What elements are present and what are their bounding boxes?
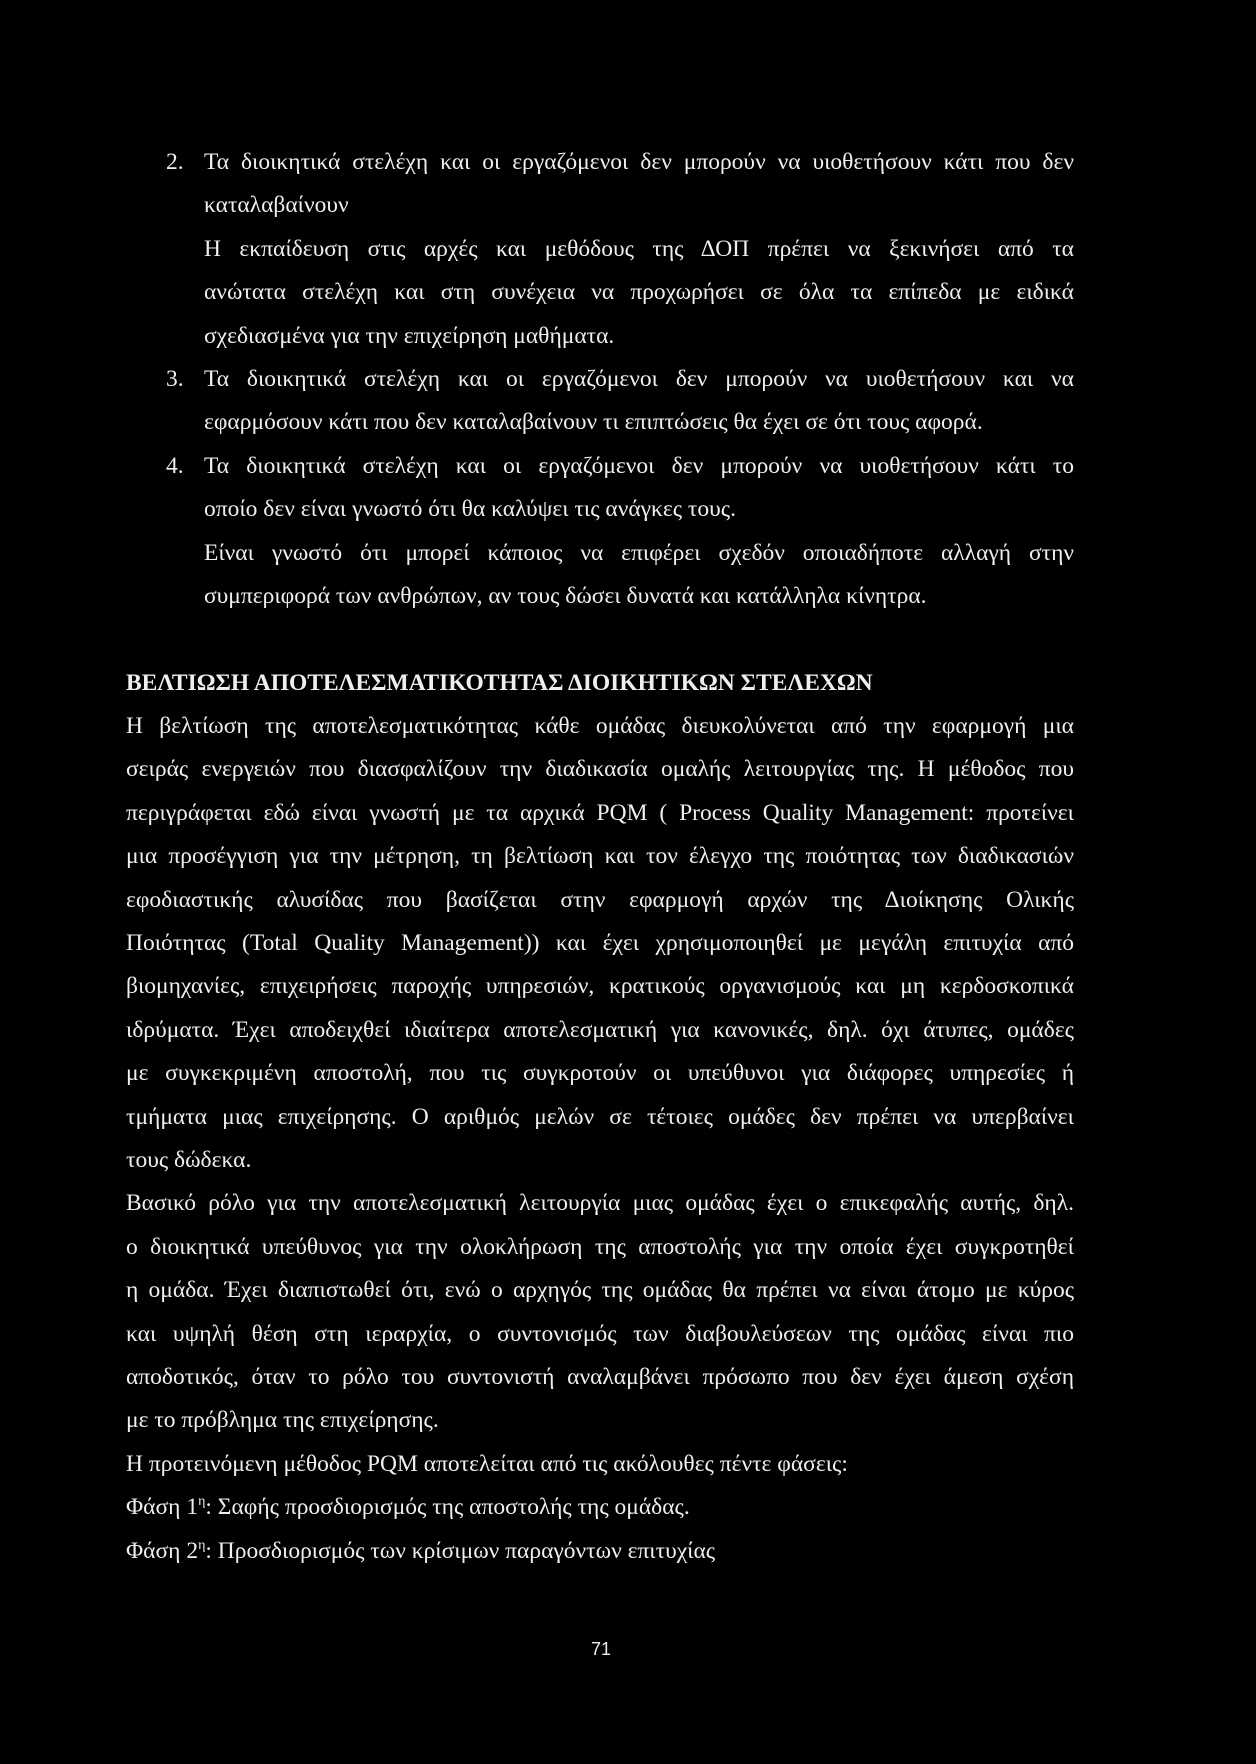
list-number: 3. (166, 365, 184, 392)
paragraph-text: Η προτεινόμενη μέθοδος PQM αποτελείται από τις ακόλουθες πέντε φάσεις: (126, 1450, 848, 1477)
paragraph-line (126, 1399, 1074, 1442)
paragraph-line (126, 1009, 1074, 1052)
list-number: 2. (166, 149, 184, 175)
paragraph-line (126, 1182, 1074, 1225)
paragraph-text: ιδρύματα. Έχει αποδειχθεί ιδιαίτερα αποτελεσματική για κανονικές, δηλ. όχι άτυπες, ομάδες (126, 1016, 1074, 1043)
phase-1 (126, 1486, 1074, 1529)
explanation-text: σχεδιασμένα για την επιχείρηση μαθήματα. (204, 322, 615, 349)
list-item-4-line-1 (126, 445, 1074, 488)
list-item-4-line-2 (126, 488, 1074, 531)
paragraph-text: περιγράφεται εδώ είναι γνωστή με τα αρχικά PQM ( Process Quality Management: προτείνει (126, 799, 1074, 826)
paragraph-text: τους δώδεκα. (126, 1146, 252, 1173)
paragraph-text: τμήματα μιας επιχείρησης. Ο αριθμός μελών σε τέτοιες ομάδες δεν πρέπει να υπερβαίνει (126, 1103, 1074, 1130)
paragraph-line (126, 965, 1074, 1008)
paragraph-text: σειράς ενεργειών που διασφαλίζουν την διαδικασία ομαλής λειτουργίας της. Η μέθοδος που (126, 756, 1074, 783)
paragraph-3 (126, 1443, 1074, 1486)
paragraph-1 (126, 705, 1074, 1182)
paragraph-line (126, 1356, 1074, 1399)
list-item-4-explanation-line-1 (126, 532, 1074, 575)
paragraph-line (126, 1269, 1074, 1312)
page-body (126, 141, 1074, 1573)
paragraph-text: μια προσέγγιση για την μέτρηση, τη βελτίωση και τον έλεγχο της ποιότητας των διαδικασιών (126, 843, 1074, 870)
list-item-2-explanation-line-1 (126, 228, 1074, 271)
explanation-text: ανώτατα στελέχη και στη συνέχεια να προχωρήσει σε όλα τα επίπεδα με ειδικά (204, 279, 1074, 306)
paragraph-text: η ομάδα. Έχει διαπιστωθεί ότι, ενώ ο αρχηγός της ομάδας θα πρέπει να είναι άτομο με κύρος (126, 1277, 1074, 1304)
paragraph-text: Η βελτίωση της αποτελεσματικότητας κάθε ομάδας διευκολύνεται από την εφαρμογή μια (126, 713, 1074, 740)
paragraph-line (126, 835, 1074, 878)
section-heading (126, 662, 1074, 705)
paragraph-line (126, 1226, 1074, 1269)
page-number: 71 (590, 1639, 612, 1659)
paragraph-line (126, 748, 1074, 791)
phase-text (126, 1530, 1074, 1573)
paragraph-text: Ποιότητας (Total Quality Management)) και έχει χρησιμοποιηθεί με μεγάλη επιτυχία από (126, 930, 1074, 957)
list-item-2-explanation-line-2 (126, 271, 1074, 314)
paragraph-line (126, 1139, 1074, 1182)
paragraph-text: εφοδιαστικής αλυσίδας που βασίζεται στην εφαρμογή αρχών της Διοίκησης Ολικής (126, 886, 1074, 913)
paragraph-text: με συγκεκριμένη αποστολή, που τις συγκροτούν οι υπεύθυνοι για διάφορες υπηρεσίες ή (126, 1060, 1074, 1087)
paragraph-line (126, 1313, 1074, 1356)
list-item-text: Τα διοικητικά στελέχη και οι εργαζόμενοι δεν μπορούν να υιοθετήσουν και να (204, 365, 1074, 392)
paragraph-text: και υψηλή θέση στη ιεραρχία, ο συντονισμός των διαβουλεύσεων της ομάδας είναι πιο (126, 1320, 1074, 1347)
list-item-text: Τα διοικητικά στελέχη και οι εργαζόμενοι δεν μπορούν να υιοθετήσουν κάτι που δεν (204, 149, 1074, 175)
paragraph-line (126, 792, 1074, 835)
phase-ordinal-superscript: η (198, 1494, 206, 1510)
phase-2 (126, 1530, 1074, 1573)
paragraph-line (126, 1096, 1074, 1139)
list-item-text: Τα διοικητικά στελέχη και οι εργαζόμενοι δεν μπορούν να υιοθετήσουν κάτι το (204, 452, 1074, 479)
list-item-3-line-2 (126, 401, 1074, 444)
paragraph-text: ο διοικητικά υπεύθυνος για την ολοκλήρωση της αποστολής για την οποία έχει συγκροτηθεί (126, 1233, 1074, 1260)
paragraph-line (126, 1443, 1074, 1486)
explanation-text: Είναι γνωστό ότι μπορεί κάποιος να επιφέρει σχεδόν οποιαδήποτε αλλαγή στην (204, 539, 1074, 566)
paragraph-text: βιομηχανίες, επιχειρήσεις παροχής υπηρεσιών, κρατικούς οργανισμούς και μη κερδοσκοπικά (126, 973, 1074, 1000)
list-item-text: καταλαβαίνουν (204, 192, 349, 219)
list-item-2-line-2 (126, 184, 1074, 227)
explanation-text: Η εκπαίδευση στις αρχές και μεθόδους της ΔΟΠ πρέπει να ξεκινήσει από τα (204, 235, 1074, 262)
phase-label: Φάση 1 (126, 1494, 199, 1521)
list-item-2-explanation-line-3 (126, 315, 1074, 358)
paragraph-line (126, 705, 1074, 748)
list-item-text: εφαρμόσουν κάτι που δεν καταλαβαίνουν τι επιπτώσεις θα έχει σε ότι τους αφορά. (204, 409, 983, 436)
phase-description: : Προσδιορισμός των κρίσιμων παραγόντων επιτυχίας (205, 1537, 716, 1564)
section-heading-text: ΒΕΛΤΙΩΣΗ ΑΠΟΤΕΛΕΣΜΑΤΙΚΟΤΗΤΑΣ ΔΙΟΙΚΗΤΙΚΩΝ ΣΤΕΛΕΧΩΝ (126, 669, 873, 696)
explanation-text: συμπεριφορά των ανθρώπων, αν τους δώσει δυνατά και κατάλληλα κίνητρα. (204, 582, 927, 609)
phase-text (126, 1486, 1074, 1529)
paragraph-text: με το πρόβλημα της επιχείρησης. (126, 1407, 439, 1434)
phase-description: : Σαφής προσδιορισμός της αποστολής της ομάδας. (205, 1494, 690, 1521)
phase-label: Φάση 2 (126, 1537, 199, 1564)
list-item-text: οποίο δεν είναι γνωστό ότι θα καλύψει τις ανάγκες τους. (204, 496, 736, 523)
blank-line (126, 618, 1074, 661)
paragraph-2 (126, 1182, 1074, 1442)
list-item-2-line-1 (126, 141, 1074, 184)
list-number: 4. (166, 452, 184, 479)
paragraph-text: αποδοτικός, όταν το ρόλο του συντονιστή αναλαμβάνει πρόσωπο που δεν έχει άμεση σχέση (126, 1363, 1074, 1390)
list-item-4-explanation-line-2 (126, 575, 1074, 618)
paragraph-text: Βασικό ρόλο για την αποτελεσματική λειτουργία μιας ομάδας έχει ο επικεφαλής αυτής, δηλ. (126, 1190, 1074, 1217)
paragraph-line (126, 922, 1074, 965)
list-item-3-line-1 (126, 358, 1074, 401)
paragraph-line (126, 1052, 1074, 1095)
paragraph-line (126, 879, 1074, 922)
phase-ordinal-superscript: η (198, 1537, 206, 1553)
